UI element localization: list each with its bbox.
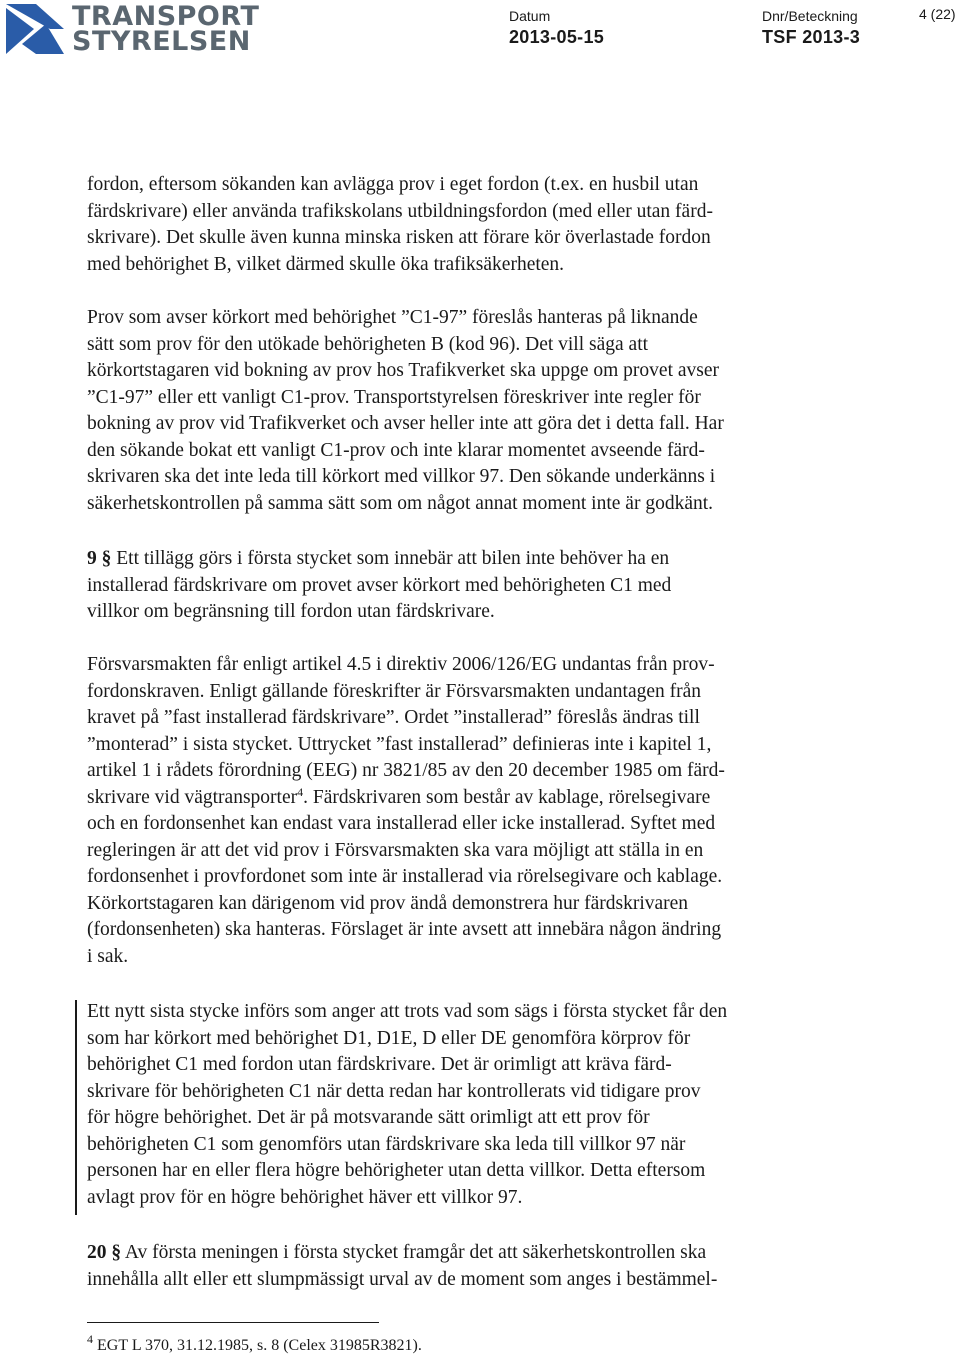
footnote-reference[interactable]: 4 [297, 784, 304, 799]
text-line [87, 1240, 867, 1267]
transportstyrelsen-logo [6, 1, 260, 57]
text-span: Av första meningen i första stycket framgår det att säkerhetskontrollen ska [121, 1242, 707, 1263]
text-line: ”C1-97” eller ett vanligt C1-prov. Transportstyrelsen föreskriver inte regler för [87, 386, 701, 408]
footnote-divider [87, 1322, 379, 1323]
text-line: Prov som avser körkort med behörighet ”C1-97” föreslås hanteras på liknande [87, 307, 698, 328]
text-line: skrivaren ska det inte leda till körkort med villkor 97. Den sökande underkänns i [87, 466, 716, 487]
text-line: (fordonsenheten) ska hanteras. Förslaget är inte avsett att innebära någon ändring [87, 919, 722, 940]
text-line: i sak. [87, 945, 129, 967]
logo-mark-icon [6, 4, 64, 54]
text-line: Försvarsmakten får enligt artikel 4.5 i direktiv 2006/126/EG undantas från prov- [87, 654, 715, 675]
paragraph-2 [87, 305, 867, 517]
text-line: och en fordonsenhet kan endast vara installerad eller icke installerad. Syftet med [87, 813, 716, 834]
paragraph-section-20 [87, 1240, 867, 1293]
paragraph-4 [87, 652, 867, 970]
page-number: 4 (22) [919, 6, 956, 22]
logo-wordmark [72, 1, 260, 57]
date-value: 2013-05-15 [509, 27, 605, 47]
section-number: 9 § [87, 548, 112, 569]
text-line: skrivare). Det skulle även kunna minska risken att förare kör överlastade fordon [87, 227, 711, 248]
text-line: sätt som prov för den utökade behörigheten B (kod 96). Det vill säga att [87, 333, 649, 355]
text-line [87, 546, 867, 573]
reference-label: Dnr/Beteckning [762, 8, 858, 24]
text-line: behörigheten C1 som genomförs utan färdskrivare ska leda till villkor 97 när [87, 1133, 686, 1155]
text-line: för högre behörighet. Det är på motsvarande sätt orimligt att ett prov för [87, 1107, 650, 1128]
text-line: regleringen är att det vid prov i Försvarsmakten ska vara möjligt att ställa in en [87, 839, 704, 861]
text-line: körkortstagaren vid bokning av prov hos Trafikverket ska uppge om provet avser [87, 360, 719, 381]
footnote [87, 1332, 422, 1356]
text-line: fordonsenhet i provfordonet som inte är installerad via rörelsegivare och kablage. [87, 866, 723, 887]
text-line: avlagt prov för en högre behörighet häver ett villkor 97. [87, 1186, 523, 1208]
text-line: bokning av prov vid Trafikverket och avser heller inte att göra det i detta fall. Har [87, 413, 724, 434]
text-line: fordon, eftersom sökanden kan avlägga prov i eget fordon (t.ex. en husbil utan [87, 174, 699, 195]
text-line: personen har en eller flera högre behörigheter utan detta villkor. Detta eftersom [87, 1160, 706, 1181]
revision-bar [75, 1000, 77, 1215]
text-line: den sökande bokat ett vanligt C1-prov och inte klarar momentet avseende färd- [87, 439, 705, 461]
footnote-number: 4 [87, 1332, 93, 1346]
text-line [87, 785, 867, 812]
text-line: behörighet C1 med fordon utan färdskrivare. Det är orimligt att kräva färd- [87, 1054, 672, 1075]
text-line: som har körkort med behörighet D1, D1E, D eller DE genomföra körprov för [87, 1027, 691, 1049]
logo-line-1: TRANSPORT [72, 1, 260, 32]
text-line: innehålla allt eller ett slumpmässigt urval av de moment som anges i bestämmel- [87, 1268, 718, 1290]
text-line: villkor om begränsning till fordon utan färdskrivare. [87, 601, 495, 622]
paragraph-1 [87, 172, 867, 278]
text-span: . Färdskrivaren som består av kablage, rörelsegivare [303, 786, 711, 808]
text-line: artikel 1 i rådets förordning (EEG) nr 3821/85 av den 20 december 1985 om färd- [87, 760, 725, 781]
section-number: 20 § [87, 1242, 122, 1263]
text-span: skrivare vid vägtransporter [87, 786, 298, 808]
text-line: fordonskraven. Enligt gällande föreskrifter är Försvarsmakten undantagen från [87, 680, 702, 702]
paragraph-section-9 [87, 546, 867, 626]
text-line: färdskrivare) eller använda trafikskolans utbildningsfordon (med eller utan färd- [87, 200, 713, 222]
text-line: Ett nytt sista stycke införs som anger att trots vad som sägs i första stycket får den [87, 1001, 728, 1022]
paragraph-5 [87, 999, 867, 1211]
text-line: ”monterad” i sista stycket. Uttrycket ”fast installerad” definieras inte i kapitel 1, [87, 733, 712, 755]
text-line: säkerhetskontrollen på samma sätt som om något annat moment inte är godkänt. [87, 492, 714, 514]
text-line: Körkortstagaren kan därigenom vid prov ändå demonstrera hur färdskrivaren [87, 892, 689, 914]
text-line: skrivare för behörigheten C1 när detta redan har kontrollerats vid tidigare prov [87, 1080, 701, 1102]
text-line: med behörighet B, vilket därmed skulle öka trafiksäkerheten. [87, 253, 565, 275]
text-line: kravet på ”fast installerad färdskrivare”. Ordet ”installerad” föreslås ändras till [87, 707, 700, 728]
logo-line-2: STYRELSEN [72, 26, 251, 57]
footnote-text: EGT L 370, 31.12.1985, s. 8 (Celex 31985R3821). [93, 1337, 422, 1354]
text-span: Ett tillägg görs i första stycket som innebär att bilen inte behöver ha en [111, 548, 670, 569]
text-line: installerad färdskrivare om provet avser körkort med behörigheten C1 med [87, 574, 672, 596]
reference-value: TSF 2013-3 [762, 27, 861, 47]
date-label: Datum [509, 8, 551, 24]
